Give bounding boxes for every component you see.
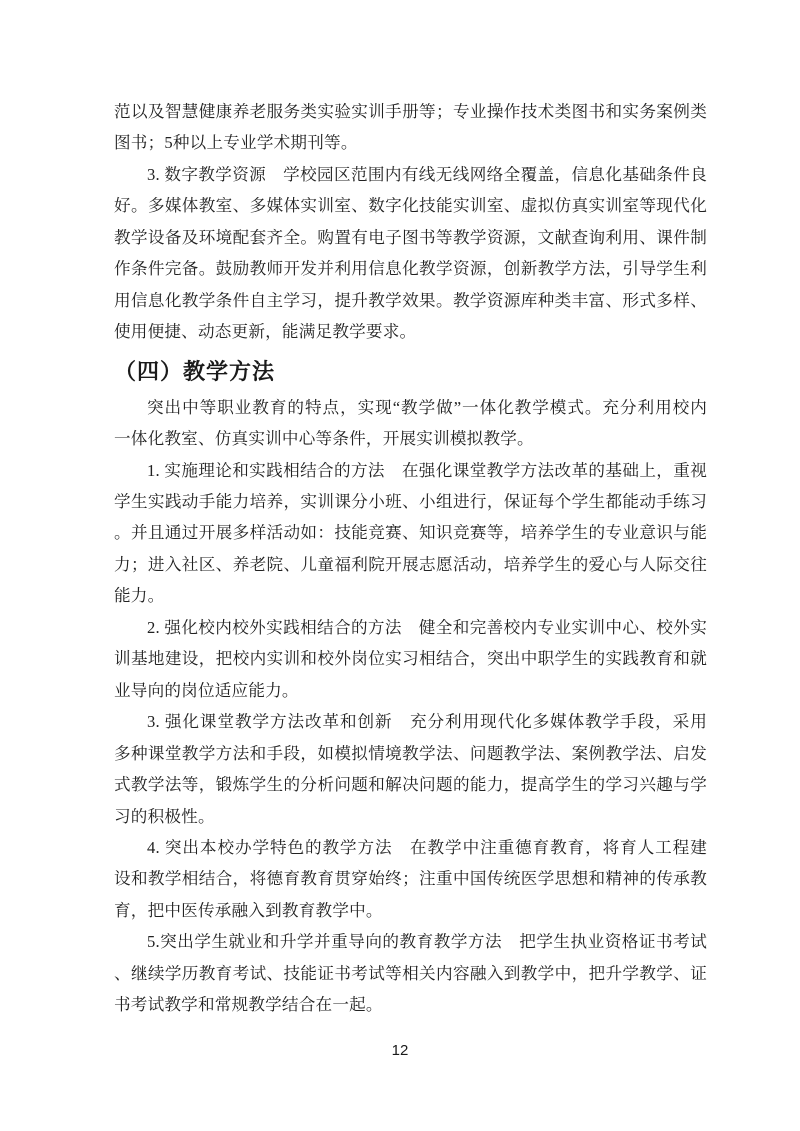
text-line: 业导向的岗位适应能力。	[114, 680, 299, 700]
text-line: 好。多媒体教室、多媒体实训室、数字化技能实训室、虚拟仿真实训室等现代化	[114, 196, 707, 216]
paragraph	[114, 706, 707, 832]
text-line: 作条件完备。鼓励教师开发并利用信息化教学资源，创新教学方法，引导学生利	[114, 259, 707, 279]
text-line: 4. 突出本校办学特色的教学方法 在教学中注重德育教育，将育人工程建	[147, 837, 707, 857]
text-line: 3. 强化课堂教学方法改革和创新 充分利用现代化多媒体教学手段，采用	[147, 712, 707, 732]
text-line: 图书；5种以上专业学术期刊等。	[114, 133, 358, 153]
paragraph	[114, 96, 707, 159]
text-line: 学生实践动手能力培养，实训课分小班、小组进行，保证每个学生都能动手练习	[114, 491, 707, 511]
text-line: 训基地建设，把校内实训和校外岗位实习相结合，突出中职学生的实践教育和就	[114, 649, 707, 669]
text-line: 式教学法等，锻炼学生的分析问题和解决问题的能力，提高学生的学习兴趣与学	[114, 775, 707, 795]
text-line: 使用便捷、动态更新，能满足教学要求。	[114, 322, 417, 342]
text-line: 。并且通过开展多样活动如：技能竞赛、知识竞赛等，培养学生的专业意识与能	[114, 523, 707, 543]
paragraph	[114, 455, 707, 612]
section-heading: （四）教学方法	[114, 358, 276, 384]
text-line: 力；进入社区、养老院、儿童福利院开展志愿活动，培养学生的爱心与人际交往	[114, 554, 707, 574]
paragraph	[114, 392, 707, 455]
text-line: 2. 强化校内校外实践相结合的方法 健全和完善校内专业实训中心、校外实	[147, 617, 707, 637]
text-line: 用信息化教学条件自主学习，提升教学效果。教学资源库种类丰富、形式多样、	[114, 290, 707, 310]
text-line: 教学设备及环境配套齐全。购置有电子图书等教学资源，文献查询利用、课件制	[114, 227, 707, 247]
text-line: 多种课堂教学方法和手段，如模拟情境教学法、问题教学法、案例教学法、启发	[114, 743, 707, 763]
text-line: 育，把中医传承融入到教育教学中。	[114, 900, 383, 920]
text-line: 一体化教室、仿真实训中心等条件，开展实训模拟教学。	[114, 429, 534, 449]
document-body	[114, 96, 707, 1021]
page-number: 12	[391, 1042, 409, 1059]
paragraph	[114, 612, 707, 706]
text-line: 习的积极性。	[114, 806, 215, 826]
text-line: 范以及智慧健康养老服务类实验实训手册等；专业操作技术类图书和实务案例类	[114, 102, 707, 121]
text-line: 3. 数字教学资源 学校园区范围内有线无线网络全覆盖，信息化基础条件良	[147, 164, 707, 184]
text-line: 设和教学相结合，将德育教育贯穿始终；注重中国传统医学思想和精神的传承教	[114, 869, 707, 889]
text-line: 5.突出学生就业和升学并重导向的教育教学方法 把学生执业资格证书考试	[147, 932, 707, 952]
paragraph	[114, 926, 707, 1020]
text-line: 1. 实施理论和实践相结合的方法 在强化课堂教学方法改革的基础上，重视	[147, 460, 707, 480]
text-line: 能力。	[114, 586, 165, 606]
paragraph	[114, 832, 707, 926]
text-line: 、继续学历教育考试、技能证书考试等相关内容融入到教学中，把升学教学、证	[114, 963, 707, 983]
paragraph	[114, 159, 707, 348]
text-line: 书考试教学和常规教学结合在一起。	[114, 995, 383, 1015]
text-line: 突出中等职业教育的特点，实现“教学做”一体化教学模式。充分利用校内	[147, 397, 707, 417]
